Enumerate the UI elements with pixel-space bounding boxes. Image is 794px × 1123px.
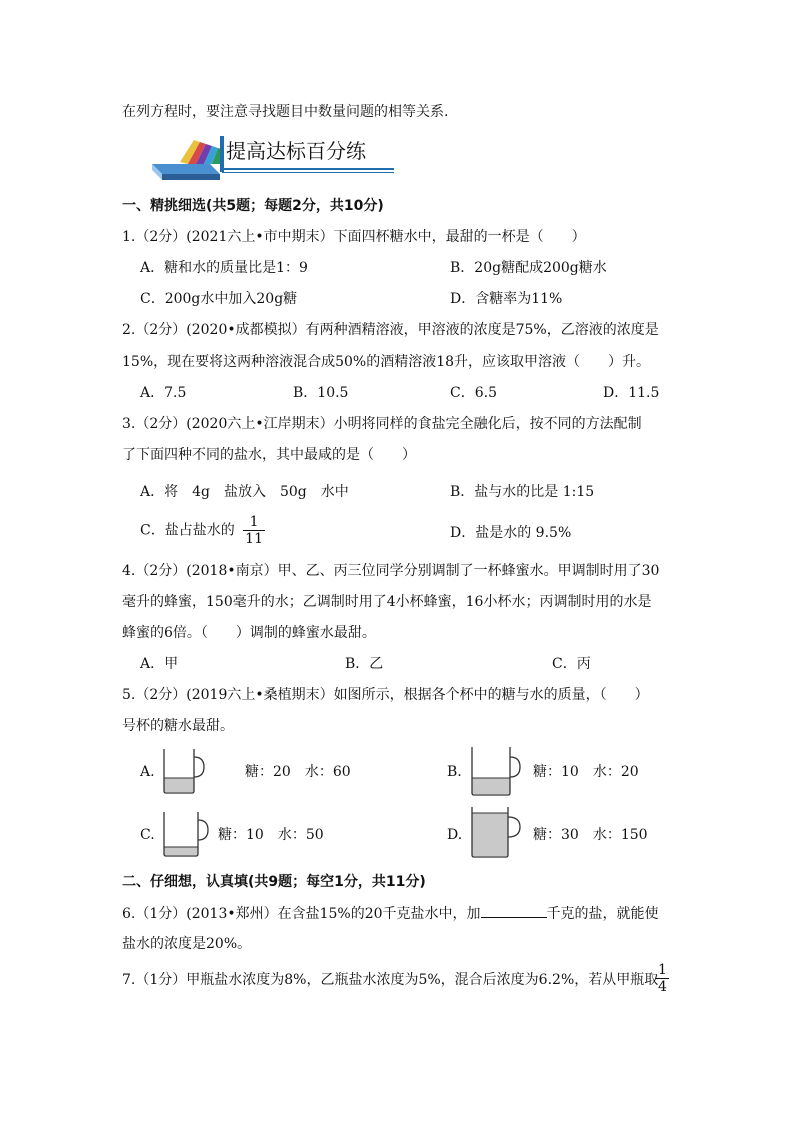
q2-option-b[interactable]: B．10.5 (293, 385, 349, 401)
question-5-stem-line2: 号杯的糖水最甜。 (122, 718, 234, 734)
question-5-stem-line1: 5.（2分）(2019六上•桑植期末）如图所示，根据各个杯中的糖与水的质量，（ ） (122, 687, 649, 703)
q3-option-a[interactable]: A．将 4g 盐放入 50g 水中 (140, 484, 349, 500)
q3-fraction-denominator: 11 (245, 531, 263, 547)
section-2-heading: 二、仔细想，认真填(共9题；每空1分，共11分) (122, 874, 426, 890)
q5-option-a-letter[interactable]: A. (140, 764, 155, 780)
question-6-stem-line1 (122, 903, 659, 924)
q3-option-c-text: C．盐占盐水的 (140, 522, 235, 539)
q3-option-d[interactable]: D．盐是水的 9.5% (450, 525, 572, 541)
q4-option-b[interactable]: B．乙 (345, 656, 384, 672)
q5-option-c-letter[interactable]: C. (140, 827, 155, 843)
q5-option-d-letter[interactable]: D. (447, 827, 463, 843)
intro-line: 在列方程时，要注意寻找题目中数量问题的相等关系. (122, 104, 449, 120)
question-1-stem: 1.（2分）(2021六上•市中期末）下面四杯糖水中，最甜的一杯是（ ） (122, 229, 586, 245)
question-4-stem-line1: 4.（2分）(2018•南京）甲、乙、丙三位同学分别调制了一杯蜂蜜水。甲调制时用了30 (122, 563, 660, 579)
q3-fraction (243, 514, 265, 547)
q4-option-c[interactable]: C．丙 (552, 656, 591, 672)
question-4-stem-line3: 蜂蜜的6倍。（ ）调制的蜂蜜水最甜。 (122, 625, 376, 641)
q6-text-after-blank: 千克的盐，就能使 (546, 906, 659, 922)
q2-option-d[interactable]: D．11.5 (603, 385, 660, 401)
q5-option-b-text: 糖：10 水：20 (533, 764, 639, 780)
q1-option-b[interactable]: B．20g糖配成200g糖水 (450, 260, 607, 276)
q7-fraction (656, 962, 669, 995)
q3-option-b[interactable]: B．盐与水的比是 1:15 (450, 484, 595, 500)
question-3-stem-line2: 了下面四种不同的盐水，其中最咸的是（ ） (122, 447, 416, 463)
question-2-stem-line2: 15%，现在要将这两种溶液混合成50%的酒精溶液18升，应该取甲溶液（ ）升。 (122, 354, 651, 370)
q5-option-d-text: 糖：30 水：150 (533, 827, 648, 843)
question-6-stem-line2: 盐水的浓度是20%。 (122, 936, 252, 952)
q5-option-b-letter[interactable]: B. (447, 764, 462, 780)
q6-answer-blank[interactable] (481, 903, 547, 918)
question-4-stem-line2: 毫升的蜂蜜，150毫升的水；乙调制时用了4小杯蜂蜜，16小杯水；丙调制时用的水是 (122, 594, 652, 610)
q2-option-a[interactable]: A．7.5 (140, 385, 187, 401)
q1-option-a[interactable]: A．糖和水的质量比是1：9 (140, 260, 308, 276)
q6-text-before-blank: 6.（1分）(2013•郑州）在含盐15%的20千克盐水中，加 (122, 906, 481, 922)
cup-c-icon (162, 810, 210, 858)
q5-option-a-text: 糖：20 水：60 (245, 764, 351, 780)
q3-option-c[interactable] (140, 514, 265, 547)
q5-option-c-text: 糖：10 水：50 (218, 827, 324, 843)
cup-d-icon (470, 805, 522, 859)
q2-option-c[interactable]: C．6.5 (450, 385, 497, 401)
question-2-stem-line1: 2.（2分）(2020•成都模拟）有两种酒精溶液，甲溶液的浓度是75%，乙溶液的浓度是 (122, 322, 659, 338)
q7-fraction-denominator: 4 (658, 979, 667, 995)
section-1-heading: 一、精挑细选(共5题；每题2分，共10分) (122, 198, 384, 214)
cup-b-icon (470, 745, 522, 797)
banner-title: 提高达标百分练 (226, 139, 366, 163)
q1-option-c[interactable]: C．200g水中加入20g糖 (140, 291, 298, 307)
cup-a-icon (162, 747, 206, 795)
question-3-stem-line1: 3.（2分）(2020六上•江岸期末）小明将同样的食盐完全融化后，按不同的方法配制 (122, 416, 642, 432)
question-7-stem (122, 970, 658, 990)
q7-text: 7.（1分）甲瓶盐水浓度为8%，乙瓶盐水浓度为5%，混合后浓度为6.2%，若从甲瓶取 (122, 972, 659, 988)
q4-option-a[interactable]: A．甲 (140, 656, 179, 672)
q1-option-d[interactable]: D．含糖率为11% (450, 291, 563, 307)
q7-fraction-numerator: 1 (658, 962, 667, 978)
q3-fraction-numerator: 1 (243, 514, 265, 531)
